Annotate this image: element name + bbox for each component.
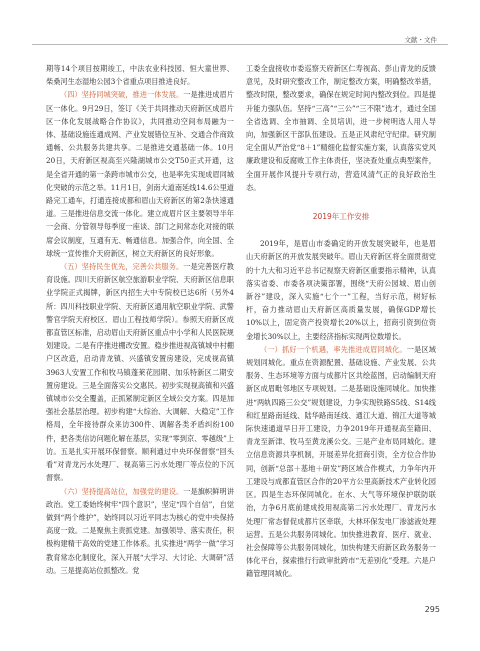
header-rule <box>32 44 448 45</box>
subsection-heading: （六）坚持提高站位，加强党的建设。 <box>60 486 184 496</box>
paragraph-text: 工委全盘接收市委巡察天府新区仁寿视高、彭山青龙的反馈意见，及时研究整改工作，制定整改方案，明确整改举措，整改时限，整改要求，确保在规定时间内整改到位。四是提升能力强队伍。坚持“三高”“三公”“三不限”选才，通过全国全省选调、全市抽调、全员培训，进一步树明选人用人导向，加强新区干部队伍建设。五是正风肃纪守纪律。研究制定全面从严治党“8＋1”精细化监督实施方案，认真落实党风廉政建设和反腐败工作主体责任，坚决查处重点典型案件，全面开展作风提升专项行动，营造风清气正的良好政治生态。 <box>246 64 436 192</box>
paragraph-text: 2019年，是眉山市委确定的开放发展突破年，也是眉山天府新区的开放发展突破年。眉山天府新区将全面贯彻党的十九大和习近平总书记视察天府新区重要指示精神，认真落实省委、市委各项决策部署，围绕“天府公园城、眉山创新谷”建设，深入实施“七个一”工程，当好示范，树好标杆，奋力推动眉山天府新区高质量发展，确保GDP增长10%以上，固定资产投资增长20%以上，招商引资到位资金增长30%以上，主要经济指标实现两位数增长。 <box>246 239 436 341</box>
left-column <box>46 62 234 577</box>
body-paragraph <box>46 485 234 577</box>
page-number: 295 <box>424 605 440 614</box>
body-paragraph <box>246 343 436 581</box>
paragraph-text: 一是推进成眉片区一体化。9月29日，签订《关于共同推动天府新区成眉片区一体化发展战略合作协议》，共同推动空间布局融为一体、基础设施连通成网、产业发展错位互补、交通合作商致通畅、公共服务共建共享。二是推进交通基础一体。10月20日，天府新区视高至兴隆湖城市公交T50正式开通，这是全省开通的第一条跨市城市公交，也是率先实现成眉同城化突破的示范之举。11月1日，剑南大道南延线14.6公里道路完工通车，打通连接成都和眉山天府新区的第2条快速通道。三是推进信息交流一体化。建立成眉片区主要领导半年一会商、分管领导每季度一座谈、部门之间常态化对接的联席会议制度，互通有无、畅通信息。加强合作，向全国、全球统一宣传推介天府新区，树立天府新区的良好形象。 <box>46 90 234 258</box>
body-paragraph <box>46 62 234 88</box>
body-paragraph <box>46 260 234 484</box>
section-label: 文献・文件 <box>402 35 441 44</box>
body-paragraph <box>246 62 436 194</box>
subsection-heading: （一）抓好一个机遇，率先推进成眉同城化。 <box>260 344 407 354</box>
section-heading: 2019年工作安排 <box>312 212 370 222</box>
subsection-heading: （五）坚持民生优先，完善公共服务。 <box>60 262 184 272</box>
body-paragraph <box>46 88 234 260</box>
right-column <box>246 62 436 581</box>
paragraph-text: 一是区域规划同城化。重点在资源配置、基础设施、产业发展、公共服务、生态环境等方面与成都片区共绘蓝图，启动编制天府新区成眉毗邻地区专项规划。二是基础设施同城化。加快推进“两轨四路三公交”规划建设，力争实现铁路S5线、S14线和红星路南延线、陆华路南延线、通江大道、锦江大道等城际快速通道早日开工建设，力争2019年开通视高至籍田、青龙至新津、牧马至黄龙溪公交。三是产业布局同城化。建立信息资源共享机制，开展差异化招商引资，全方位合作协同，创新“总部＋基地＋研发”跨区域合作模式，力争年内开工建设与成都直管区合作的20平方公里高新技术产业转化园区。四是生态环保同城化。在水、大气等环境保护联防联治，力争6月底前建成投用视高第二污水处理厂、青龙污水处理厂常态督促成都片区牵联，大林环保发电厂渗滤液处理运营。五是公共服务同城化。加快推进教育、医疗、就业、社会保障等公共服务同城化，加快构建天府新区政务服务一体化平台，探索推行行政审批跨市“无差别化”受理。六是户籍管理同城化。 <box>246 344 436 579</box>
subsection-heading: （四）坚持同城突破，推进一体发展。 <box>60 90 184 100</box>
body-paragraph <box>246 237 436 343</box>
paragraph-text: 一是旗帜鲜明讲政治。党工委始终树牢“四个意识”，坚定“四个自信”，自觉做到“两个维护”，始终同以习近平同志为核心的党中央保持高度一致。二是聚焦主责抓党建。加强领导、落实责任，积极构建精干高效的党建工作体系。扎实推进“两学一做”学习教育常态化制度化，深入开展“大学习、大讨论、大调研”活动。三是提高站位抓整改。党 <box>46 486 234 575</box>
paragraph-text: 一是完善医疗教育设施。四川天府新区航空旅游职业学院、天府新区信息职业学院正式揭牌，新区内招生大中专院校已达6所（另外4所：四川科技职业学院、天府新区通用航空职业学院、武警警官学院天府校区、眉山工程技师学院）。参照天府新区成都直管区标准，启动眉山天府新区重点中小学和人民医院规划建设。二是有序推进棚改安置。稳步推进视高镇城中村棚户区改造，启动青龙镇、兴盛镇安置房建设，完成视高镇3963人安置工作和牧马镇蓬莱花园期、加乐特新区二期安置房建设。三是全面落实公交惠民。初步实现视高镇和兴盛镇城市公交全覆盖，正抓紧制定新区全域公交方案。四是加强社会基层治理。初步构建“大综治、大调解、大稳定”工作格局，全年接待群众来访300件、调解各类矛盾纠纷100件，把各类信访问题化解在基层，实现“零到京、零越级”上访。五是扎实开展环保督察。顺利通过中央环保督察“回头看”对青龙污水处理厂、视高第三污水处理厂等点位的下沉督察。 <box>46 262 234 483</box>
paragraph-text: 期等14个项目按期竣工，中法农业科技园、恒大童世界、柴桑河生态湿地公园3个省重点项目推进良好。 <box>46 64 234 87</box>
